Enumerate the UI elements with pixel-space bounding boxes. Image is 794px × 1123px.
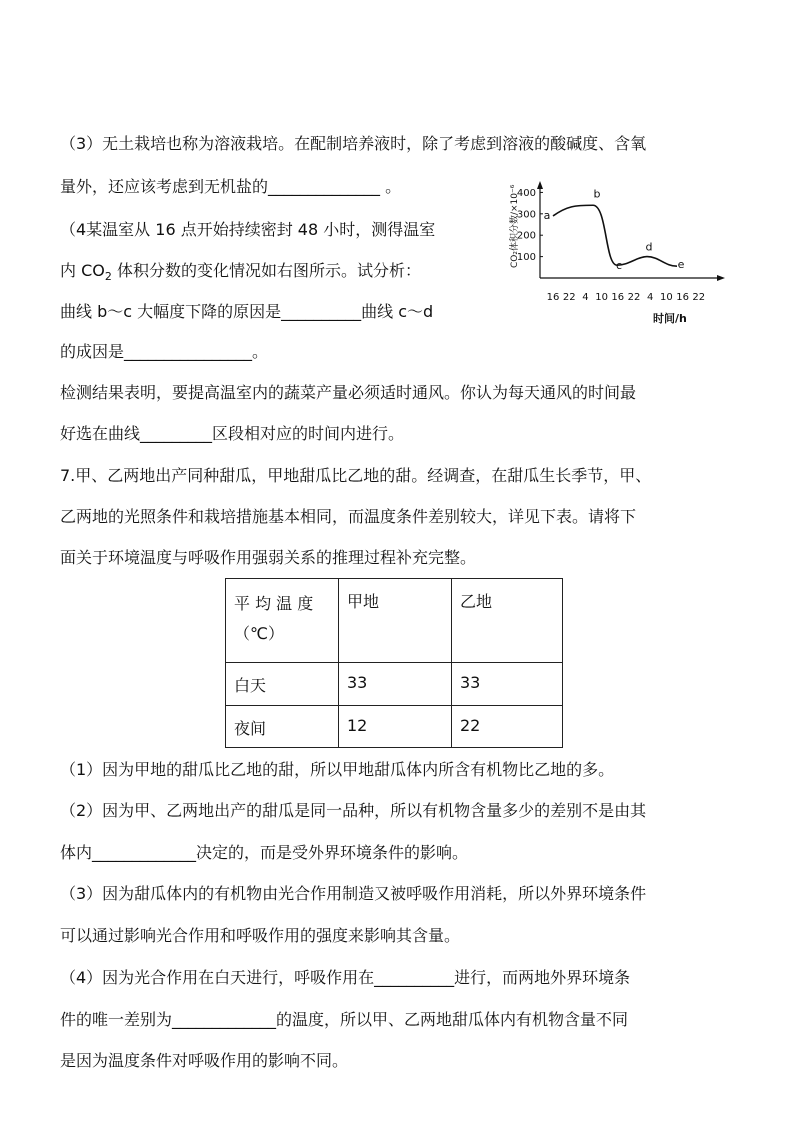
table-cell: 33 <box>339 663 452 706</box>
y-tick-label: 400 <box>516 187 536 199</box>
co2-subscript: 2 <box>104 270 112 284</box>
x-tick-label: 22 <box>627 292 641 303</box>
point-label-d: d <box>645 240 653 254</box>
q7-s2-line2: 体内_____________决定的，而是受外界环境条件的影响。 <box>60 843 469 862</box>
q6-p4-line2-a: 内 CO <box>60 261 105 280</box>
y-tick-label: 100 <box>516 252 536 264</box>
point-label-a: a <box>543 208 551 222</box>
y-axis-arrow <box>537 181 543 189</box>
table-cell: 33 <box>452 663 563 706</box>
q7-intro-line1: 7.甲、乙两地出产同种甜瓜，甲地甜瓜比乙地的甜。经调查，在甜瓜生长季节，甲、 <box>60 466 652 485</box>
x-tick-label: 16 <box>676 292 689 303</box>
x-tick-label: 22 <box>692 292 706 303</box>
table-col-jia: 甲地 <box>339 579 452 663</box>
table-cell: 22 <box>452 706 563 748</box>
point-label-c: c <box>615 259 623 273</box>
q7-intro-line3: 面关于环境温度与呼吸作用强弱关系的推理过程补充完整。 <box>60 548 477 567</box>
q6-p5-line1: 检测结果表明，要提高温室内的蔬菜产量必须适时通风。你认为每天通风的时间最 <box>60 383 637 402</box>
x-tick-label: 10 <box>660 292 673 303</box>
y-tick-label: 300 <box>516 209 536 221</box>
co2-chart <box>505 178 735 328</box>
q6-p4-line3: 曲线 b～c 大幅度下降的原因是__________曲线 c～d <box>60 302 434 321</box>
q7-s4-line1: （4）因为光合作用在白天进行，呼吸作用在__________进行，而两地外界环境条 <box>60 968 631 987</box>
q7-s4-line2: 件的唯一差别为_____________的温度，所以甲、乙两地甜瓜体内有机物含量不同 <box>60 1010 629 1029</box>
table-header-line1: 平 均 温 度 <box>234 594 314 613</box>
q7-s1: （1）因为甲地的甜瓜比乙地的甜，所以甲地甜瓜体内所含有机物比乙地的多。 <box>60 760 615 779</box>
q7-s3-line2: 可以通过影响光合作用和呼吸作用的强度来影响其含量。 <box>60 926 461 945</box>
x-tick-label: 16 <box>611 292 625 303</box>
table-row-label: 夜间 <box>226 706 339 748</box>
x-tick-label: 4 <box>647 292 654 303</box>
point-label-e: e <box>677 258 685 272</box>
x-tick-label: 16 <box>546 292 560 303</box>
point-label-b: b <box>593 187 601 201</box>
table-header-line2: （℃） <box>234 624 284 643</box>
x-axis-label: 时间/h <box>653 312 687 325</box>
q6-p3-line1: （3）无土栽培也称为溶液栽培。在配制培养液时，除了考虑到溶液的酸碱度、含氧 <box>60 134 647 153</box>
q7-s2-line1: （2）因为甲、乙两地出产的甜瓜是同一品种，所以有机物含量多少的差别不是由其 <box>60 801 647 820</box>
q7-intro-line2: 乙两地的光照条件和栽培措施基本相同，而温度条件差别较大，详见下表。请将下 <box>60 507 637 526</box>
x-tick-label: 22 <box>562 292 576 303</box>
table-cell: 12 <box>339 706 452 748</box>
table-row-label: 白天 <box>226 663 339 706</box>
table-col-yi: 乙地 <box>452 579 563 663</box>
q6-p4-line1: （4某温室从 16 点开始持续密封 48 小时，测得温室 <box>60 220 436 239</box>
q6-p5-line2: 好选在曲线_________区段相对应的时间内进行。 <box>60 424 405 443</box>
x-axis-arrow <box>717 275 725 281</box>
q7-s3-line1: （3）因为甜瓜体内的有机物由光合作用制造又被呼吸作用消耗，所以外界环境条件 <box>60 884 647 903</box>
q6-p4-line2 <box>60 261 421 287</box>
q7-s4-line3: 是因为温度条件对呼吸作用的影响不同。 <box>60 1051 349 1070</box>
x-tick-label: 10 <box>595 292 608 303</box>
co2-curve <box>553 205 677 266</box>
table-header-cell <box>226 579 339 663</box>
y-tick-label: 200 <box>516 230 536 242</box>
x-tick-label: 4 <box>582 292 589 303</box>
q6-p3-line2: 量外，还应该考虑到无机盐的______________ 。 <box>60 177 402 196</box>
y-axis-label-text: CO₂体积分数/×10⁻⁶ <box>510 184 520 268</box>
q6-p4-line4: 的成因是________________。 <box>60 342 269 361</box>
q6-p4-line2-b: 体积分数的变化情况如右图所示。试分析： <box>111 261 421 280</box>
temperature-table <box>225 578 563 748</box>
